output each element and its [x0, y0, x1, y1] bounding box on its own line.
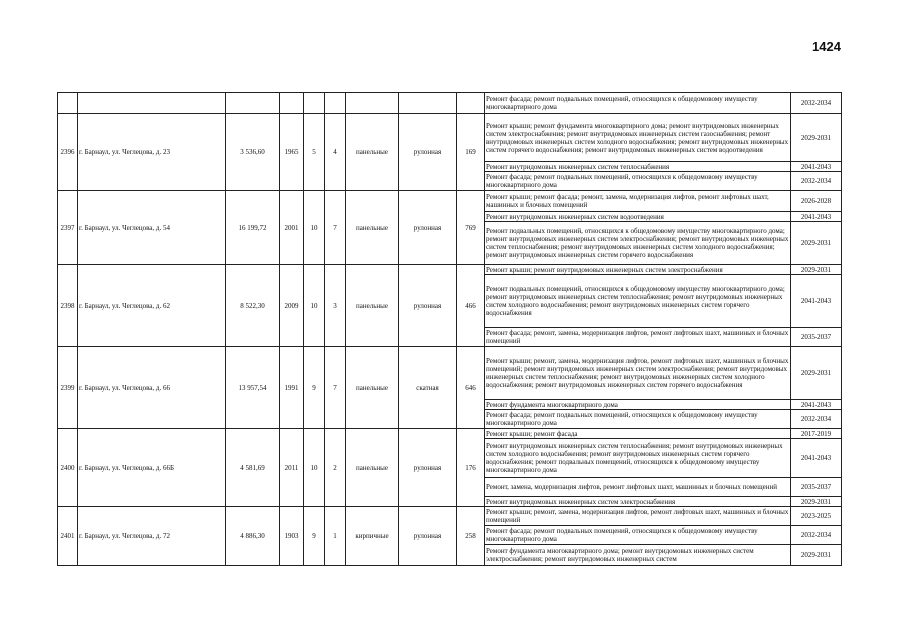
cell-floors: 9 — [304, 347, 325, 429]
cell-wall: панельные — [346, 191, 399, 265]
cell-residents — [457, 93, 485, 114]
cell-floors — [304, 93, 325, 114]
cell-period: 2017-2019 — [791, 429, 842, 439]
cell-work: Ремонт фасада; ремонт подвальных помещений, относящихся к общедомовому имуществу многоквартирного дома — [485, 93, 791, 114]
cell-area: 8 522,30 — [226, 265, 280, 347]
cell-wall: панельные — [346, 114, 399, 191]
cell-work: Ремонт внутридомовых инженерных систем электроснабжения — [485, 497, 791, 507]
cell-entrances: 3 — [325, 265, 346, 347]
cell-num — [58, 93, 78, 114]
cell-work: Ремонт фасада; ремонт подвальных помещений, относящихся к общедомовому имуществу многоквартирного дома — [485, 172, 791, 191]
cell-work: Ремонт крыши; ремонт фасада — [485, 429, 791, 439]
house-row — [58, 265, 842, 275]
cell-period: 2029-2031 — [791, 222, 842, 265]
cell-period: 2041-2043 — [791, 439, 842, 478]
cell-year — [280, 93, 304, 114]
cell-num: 2400 — [58, 429, 78, 507]
cell-roof: скатная — [399, 347, 457, 429]
cell-period: 2032-2034 — [791, 172, 842, 191]
cell-work: Ремонт крыши; ремонт, замена, модернизация лифтов, ремонт лифтовых шахт, машинных и блочных помещений; ремонт внутридомовых инженерных систем электроснабжения; ремонт внутридомовых инженерных систем теплоснабжения; ремонт внутридомовых инженерных систем холодного водоснабжения; ремонт внутридомовых инженерных систем горячего водоснабжения — [485, 347, 791, 400]
cell-year: 1991 — [280, 347, 304, 429]
cell-period: 2041-2043 — [791, 162, 842, 172]
cell-period: 2029-2031 — [791, 347, 842, 400]
cell-floors: 9 — [304, 507, 325, 566]
cell-entrances — [325, 93, 346, 114]
cell-period: 2029-2031 — [791, 545, 842, 566]
cell-address — [78, 93, 226, 114]
cell-period: 2023-2025 — [791, 507, 842, 526]
cell-entrances: 1 — [325, 507, 346, 566]
cell-entrances: 7 — [325, 347, 346, 429]
cell-period: 2029-2031 — [791, 114, 842, 162]
cell-work: Ремонт внутридомовых инженерных систем водоотведения — [485, 212, 791, 222]
repair-schedule-table — [57, 92, 842, 566]
cell-work: Ремонт подвальных помещений, относящихся к общедомовому имуществу многоквартирного дома; ремонт внутридомовых инженерных систем теплоснабжения; ремонт внутридомовых инженерных систем холодного водоснабжения; ремонт внутридомовых инженерных систем горячего водоснабжения — [485, 275, 791, 328]
cell-period: 2041-2043 — [791, 275, 842, 328]
cell-roof: рулонная — [399, 114, 457, 191]
cell-entrances: 4 — [325, 114, 346, 191]
cell-residents: 646 — [457, 347, 485, 429]
cell-wall: панельные — [346, 429, 399, 507]
cell-wall — [346, 93, 399, 114]
cell-residents: 769 — [457, 191, 485, 265]
cell-num: 2399 — [58, 347, 78, 429]
house-row — [58, 347, 842, 400]
cell-num: 2396 — [58, 114, 78, 191]
cell-address: г. Барнаул, ул. Чеглецова, д. 66 — [78, 347, 226, 429]
cell-period: 2032-2034 — [791, 526, 842, 545]
cell-year: 2009 — [280, 265, 304, 347]
house-row — [58, 429, 842, 439]
cell-work: Ремонт крыши; ремонт фасада; ремонт, замена, модернизация лифтов, ремонт лифтовых шахт, машинных и блочных помещений — [485, 191, 791, 212]
cell-work: Ремонт крыши; ремонт фундамента многоквартирного дома; ремонт внутридомовых инженерных систем электроснабжения; ремонт внутридомовых инженерных систем газоснабжения; ремонт внутридомовых инженерных систем холодного водоснабжения; ремонт внутридомовых инженерных систем горячего водоснабжения; ремонт внутридомовых инженерных систем водоотведения — [485, 114, 791, 162]
cell-work: Ремонт, замена, модернизация лифтов, ремонт лифтовых шахт, машинных и блочных помещений — [485, 478, 791, 497]
cell-num: 2401 — [58, 507, 78, 566]
page-number: 1424 — [812, 39, 841, 54]
cell-roof — [399, 93, 457, 114]
cell-area: 3 536,60 — [226, 114, 280, 191]
cell-area: 13 957,54 — [226, 347, 280, 429]
cell-floors: 10 — [304, 191, 325, 265]
cell-work: Ремонт подвальных помещений, относящихся к общедомовому имуществу многоквартирного дома; ремонт внутридомовых инженерных систем электроснабжения; ремонт внутридомовых инженерных систем теплоснабжения; ремонт внутридомовых инженерных систем холодного водоснабжения; ремонт внутридомовых инженерных систем горячего водоснабжения — [485, 222, 791, 265]
cell-area: 4 886,30 — [226, 507, 280, 566]
cell-period: 2029-2031 — [791, 497, 842, 507]
cell-address: г. Барнаул, ул. Чеглецова, д. 23 — [78, 114, 226, 191]
cell-period: 2029-2031 — [791, 265, 842, 275]
cell-roof: рулонная — [399, 429, 457, 507]
cell-wall: панельные — [346, 265, 399, 347]
cell-residents: 258 — [457, 507, 485, 566]
cell-num: 2397 — [58, 191, 78, 265]
cell-address: г. Барнаул, ул. Чеглецова, д. 54 — [78, 191, 226, 265]
continuation-row — [58, 93, 842, 114]
cell-roof: рулонная — [399, 265, 457, 347]
cell-work: Ремонт фасада; ремонт, замена, модернизация лифтов, ремонт лифтовых шахт, машинных и блочных помещений — [485, 328, 791, 347]
cell-address: г. Барнаул, ул. Чеглецова, д. 66Б — [78, 429, 226, 507]
house-row — [58, 507, 842, 526]
cell-work: Ремонт фундамента многоквартирного дома — [485, 400, 791, 410]
cell-period: 2035-2037 — [791, 328, 842, 347]
cell-work: Ремонт внутридомовых инженерных систем теплоснабжения — [485, 162, 791, 172]
cell-address: г. Барнаул, ул. Чеглецова, д. 62 — [78, 265, 226, 347]
cell-residents: 176 — [457, 429, 485, 507]
cell-work: Ремонт фасада; ремонт подвальных помещений, относящихся к общедомовому имуществу многоквартирного дома — [485, 410, 791, 429]
cell-wall: панельные — [346, 347, 399, 429]
cell-work: Ремонт крыши; ремонт, замена, модернизация лифтов, ремонт лифтовых шахт, машинных и блочных помещений — [485, 507, 791, 526]
cell-year: 2011 — [280, 429, 304, 507]
cell-wall: кирпичные — [346, 507, 399, 566]
cell-entrances: 7 — [325, 191, 346, 265]
house-row — [58, 191, 842, 212]
cell-period: 2035-2037 — [791, 478, 842, 497]
cell-address: г. Барнаул, ул. Чеглецова, д. 72 — [78, 507, 226, 566]
cell-period: 2032-2034 — [791, 410, 842, 429]
cell-residents: 169 — [457, 114, 485, 191]
cell-period: 2032-2034 — [791, 93, 842, 114]
cell-period: 2041-2043 — [791, 212, 842, 222]
cell-roof: рулонная — [399, 507, 457, 566]
cell-work: Ремонт фундамента многоквартирного дома; ремонт внутридомовых инженерных систем электроснабжения; ремонт внутридомовых инженерных систем — [485, 545, 791, 566]
cell-floors: 5 — [304, 114, 325, 191]
cell-area: 16 199,72 — [226, 191, 280, 265]
cell-period: 2041-2043 — [791, 400, 842, 410]
cell-year: 1965 — [280, 114, 304, 191]
cell-work: Ремонт внутридомовых инженерных систем теплоснабжения; ремонт внутридомовых инженерных систем холодного водоснабжения; ремонт внутридомовых инженерных систем горячего водоснабжения; ремонт подвальных помещений, относящихся к общедомовому имуществу многоквартирного дома — [485, 439, 791, 478]
cell-floors: 10 — [304, 429, 325, 507]
table-body — [58, 93, 842, 566]
cell-year: 1903 — [280, 507, 304, 566]
cell-year: 2001 — [280, 191, 304, 265]
cell-num: 2398 — [58, 265, 78, 347]
cell-area: 4 581,69 — [226, 429, 280, 507]
cell-work: Ремонт фасада; ремонт подвальных помещений, относящихся к общедомовому имуществу многоквартирного дома — [485, 526, 791, 545]
cell-entrances: 2 — [325, 429, 346, 507]
house-row — [58, 114, 842, 162]
cell-area — [226, 93, 280, 114]
cell-roof: рулонная — [399, 191, 457, 265]
cell-work: Ремонт крыши; ремонт внутридомовых инженерных систем электроснабжения — [485, 265, 791, 275]
cell-floors: 10 — [304, 265, 325, 347]
cell-period: 2026-2028 — [791, 191, 842, 212]
cell-residents: 466 — [457, 265, 485, 347]
